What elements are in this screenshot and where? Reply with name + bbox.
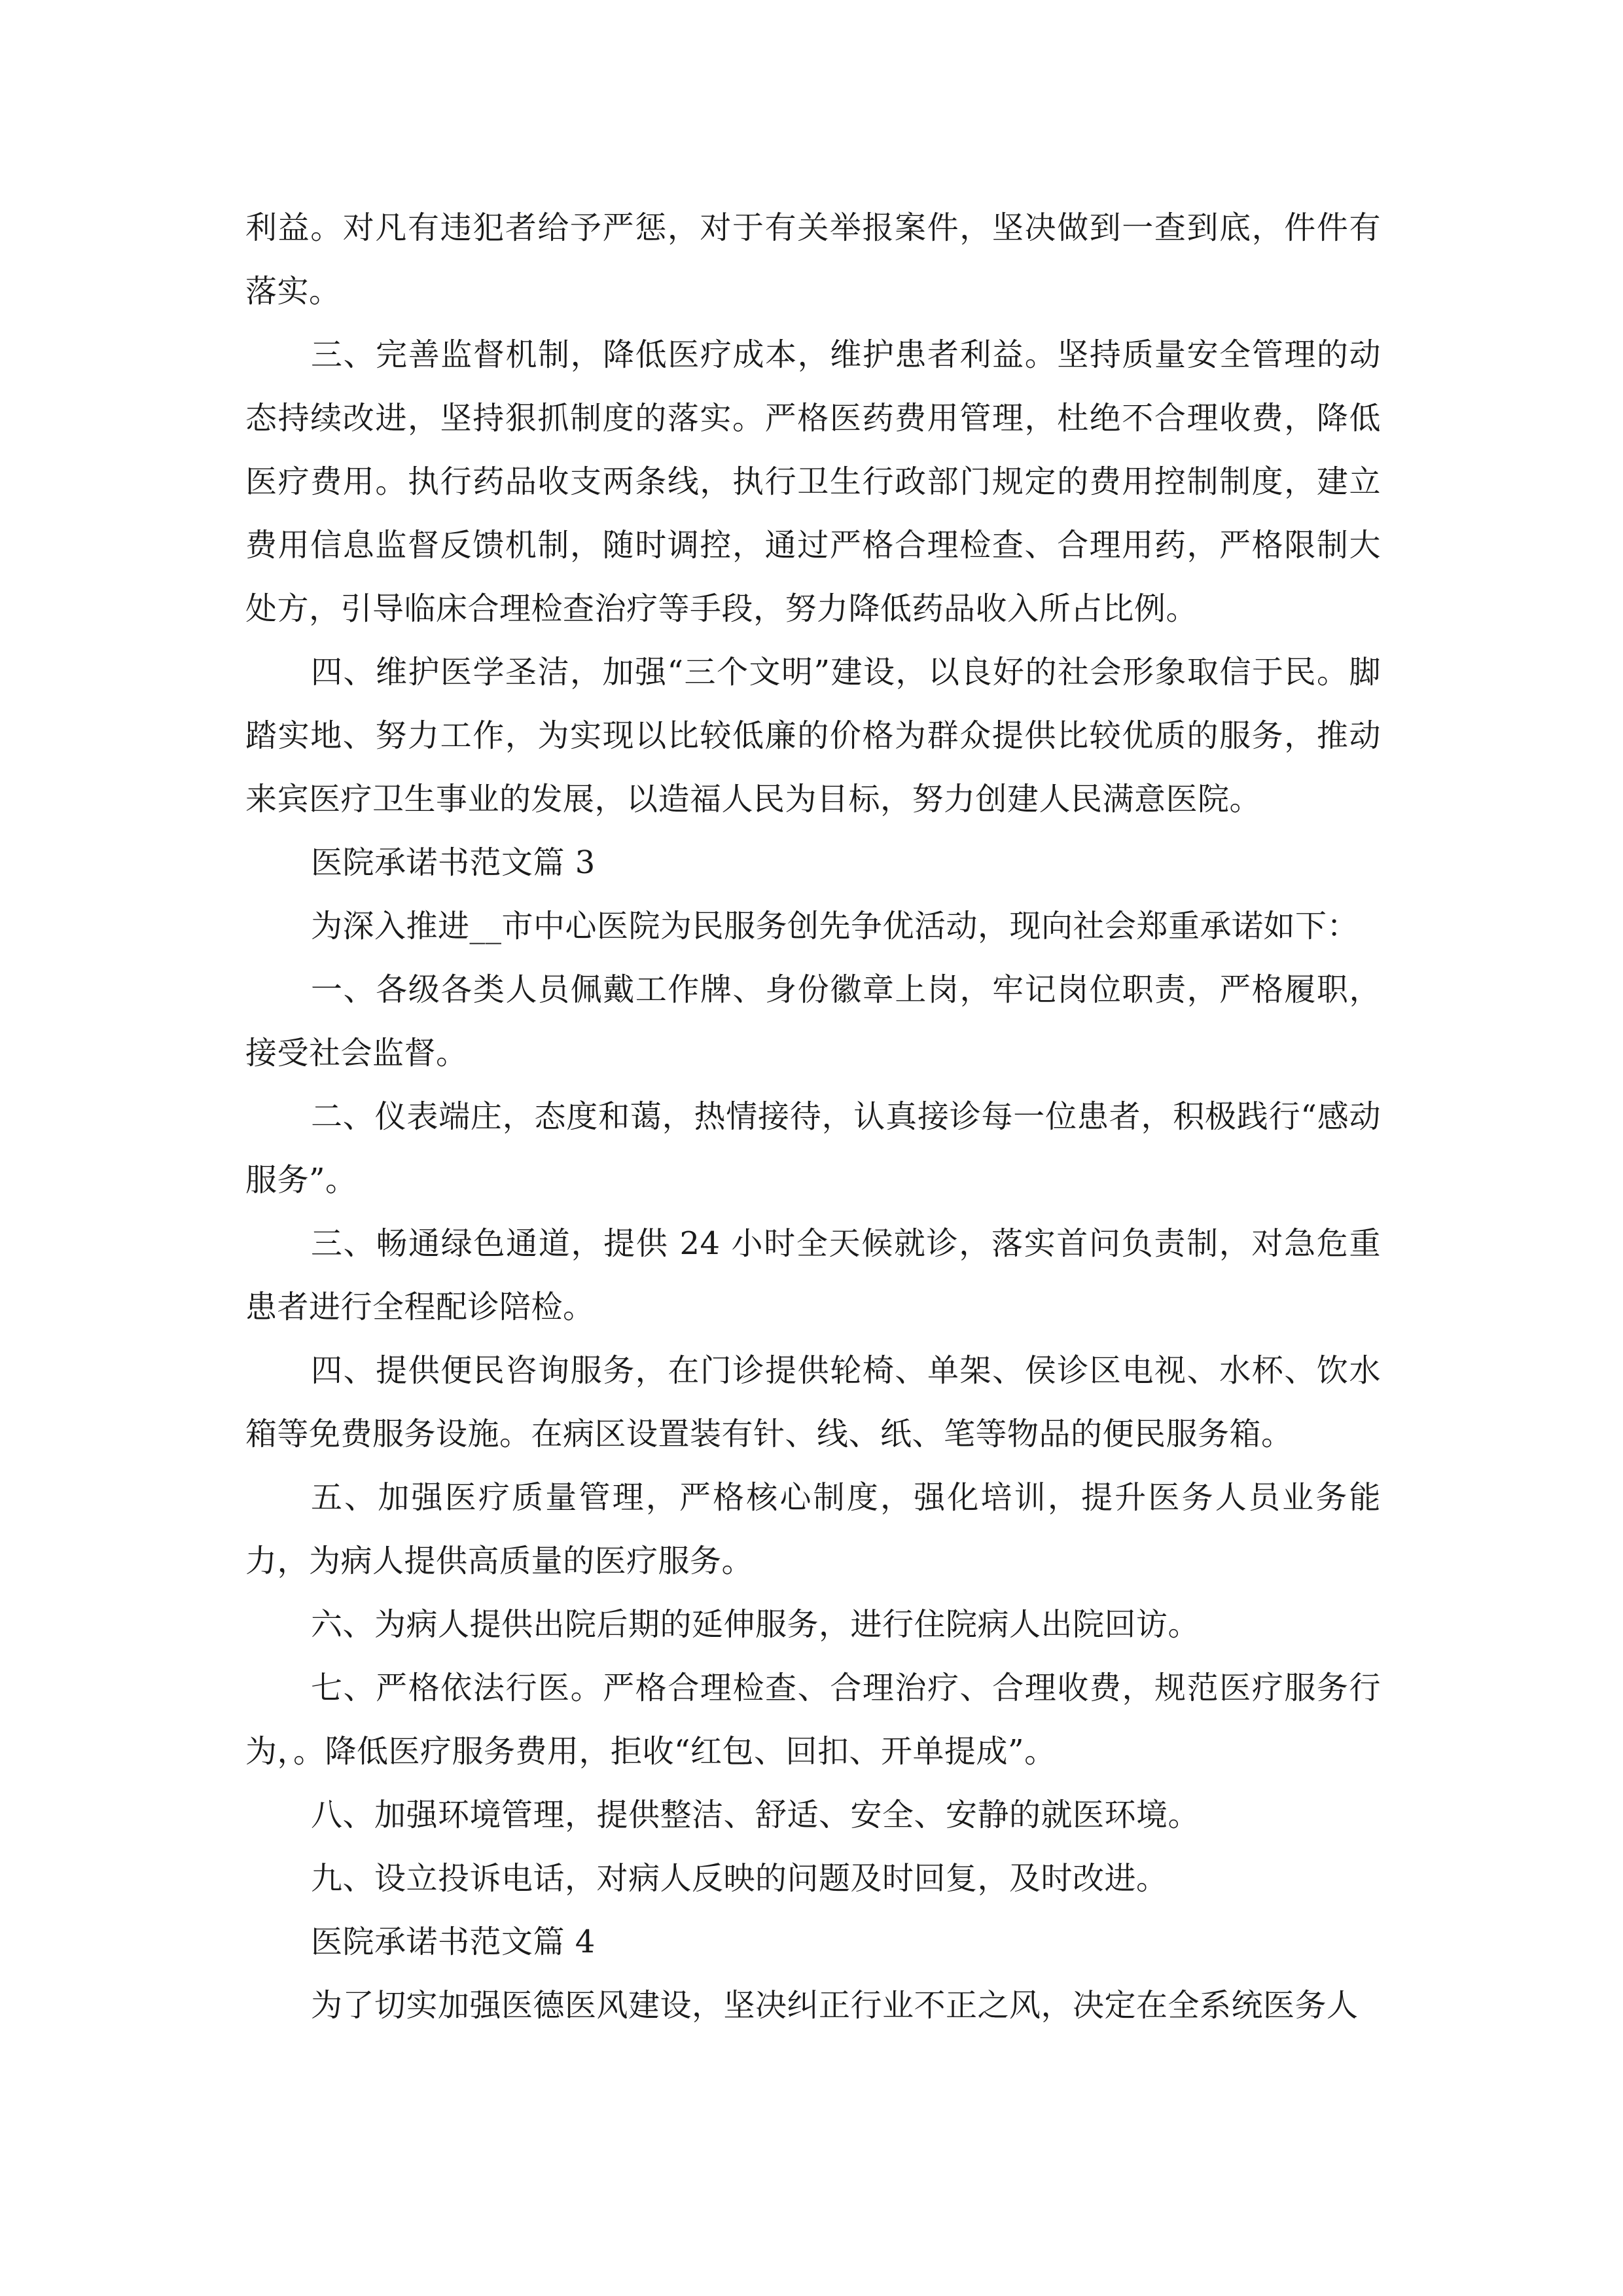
- paragraph-item-7: 七、严格依法行医。严格合理检查、合理治疗、合理收费，规范医疗服务行为，。降低医疗服务费用，拒收“红包、回扣、开单提成”。: [245, 1670, 1381, 1770]
- paragraph-continuation: 利益。对凡有违犯者给予严惩，对于有关举报案件，坚决做到一查到底，件件有落实。: [245, 209, 1381, 310]
- paragraph-intro-4: 为了切实加强医德医风建设，坚决纠正行业不正之风，决定在全系统医务人: [311, 1987, 1359, 2024]
- paragraph-item-3: 三、畅通绿色通道，提供 24 小时全天候就诊，落实首问负责制，对急危重患者进行全程配诊陪检。: [245, 1225, 1381, 1325]
- paragraph-item-2: 二、仪表端庄，态度和蔼，热情接待，认真接诊每一位患者，积极践行“感动服务”。: [245, 1098, 1381, 1198]
- paragraph-item-8: 八、加强环境管理，提供整洁、舒适、安全、安静的就医环境。: [311, 1797, 1200, 1833]
- paragraph-item-4: 四、提供便民咨询服务，在门诊提供轮椅、单架、侯诊区电视、水杯、饮水箱等免费服务设施。在病区设置装有针、线、纸、笔等物品的便民服务箱。: [245, 1352, 1381, 1452]
- paragraph-intro-3: 为深入推进__市中心医院为民服务创先争优活动，现向社会郑重承诺如下：: [311, 908, 1359, 944]
- paragraph-section-3: 三、完善监督机制，降低医疗成本，维护患者利益。坚持质量安全管理的动态持续改进，坚持狠抓制度的落实。严格医药费用管理，杜绝不合理收费，降低医疗费用。执行药品收支两条线，执行卫生行政部门规定的费用控制制度，建立费用信息监督反馈机制，随时调控，通过严格合理检查、合理用药，严格限制大处方，引导临床合理检查治疗等手段，努力降低药品收入所占比例。: [245, 336, 1381, 627]
- paragraph-item-1: 一、各级各类人员佩戴工作牌、身份徽章上岗，牢记岗位职责，严格履职，接受社会监督。: [245, 971, 1381, 1071]
- section-heading-3: 医院承诺书范文篇 3: [311, 844, 596, 881]
- document-body: [245, 196, 1381, 2037]
- paragraph-section-4: 四、维护医学圣洁，加强“三个文明”建设，以良好的社会形象取信于民。脚踏实地、努力工作，为实现以比较低廉的价格为群众提供比较优质的服务，推动来宾医疗卫生事业的发展，以造福人民为目标，努力创建人民满意医院。: [245, 654, 1381, 817]
- paragraph-item-9: 九、设立投诉电话，对病人反映的问题及时回复，及时改进。: [311, 1860, 1168, 1897]
- paragraph-item-5: 五、加强医疗质量管理，严格核心制度，强化培训，提升医务人员业务能力，为病人提供高质量的医疗服务。: [245, 1479, 1381, 1579]
- paragraph-item-6: 六、为病人提供出院后期的延伸服务，进行住院病人出院回访。: [311, 1606, 1200, 1643]
- section-heading-4: 医院承诺书范文篇 4: [311, 1924, 596, 1960]
